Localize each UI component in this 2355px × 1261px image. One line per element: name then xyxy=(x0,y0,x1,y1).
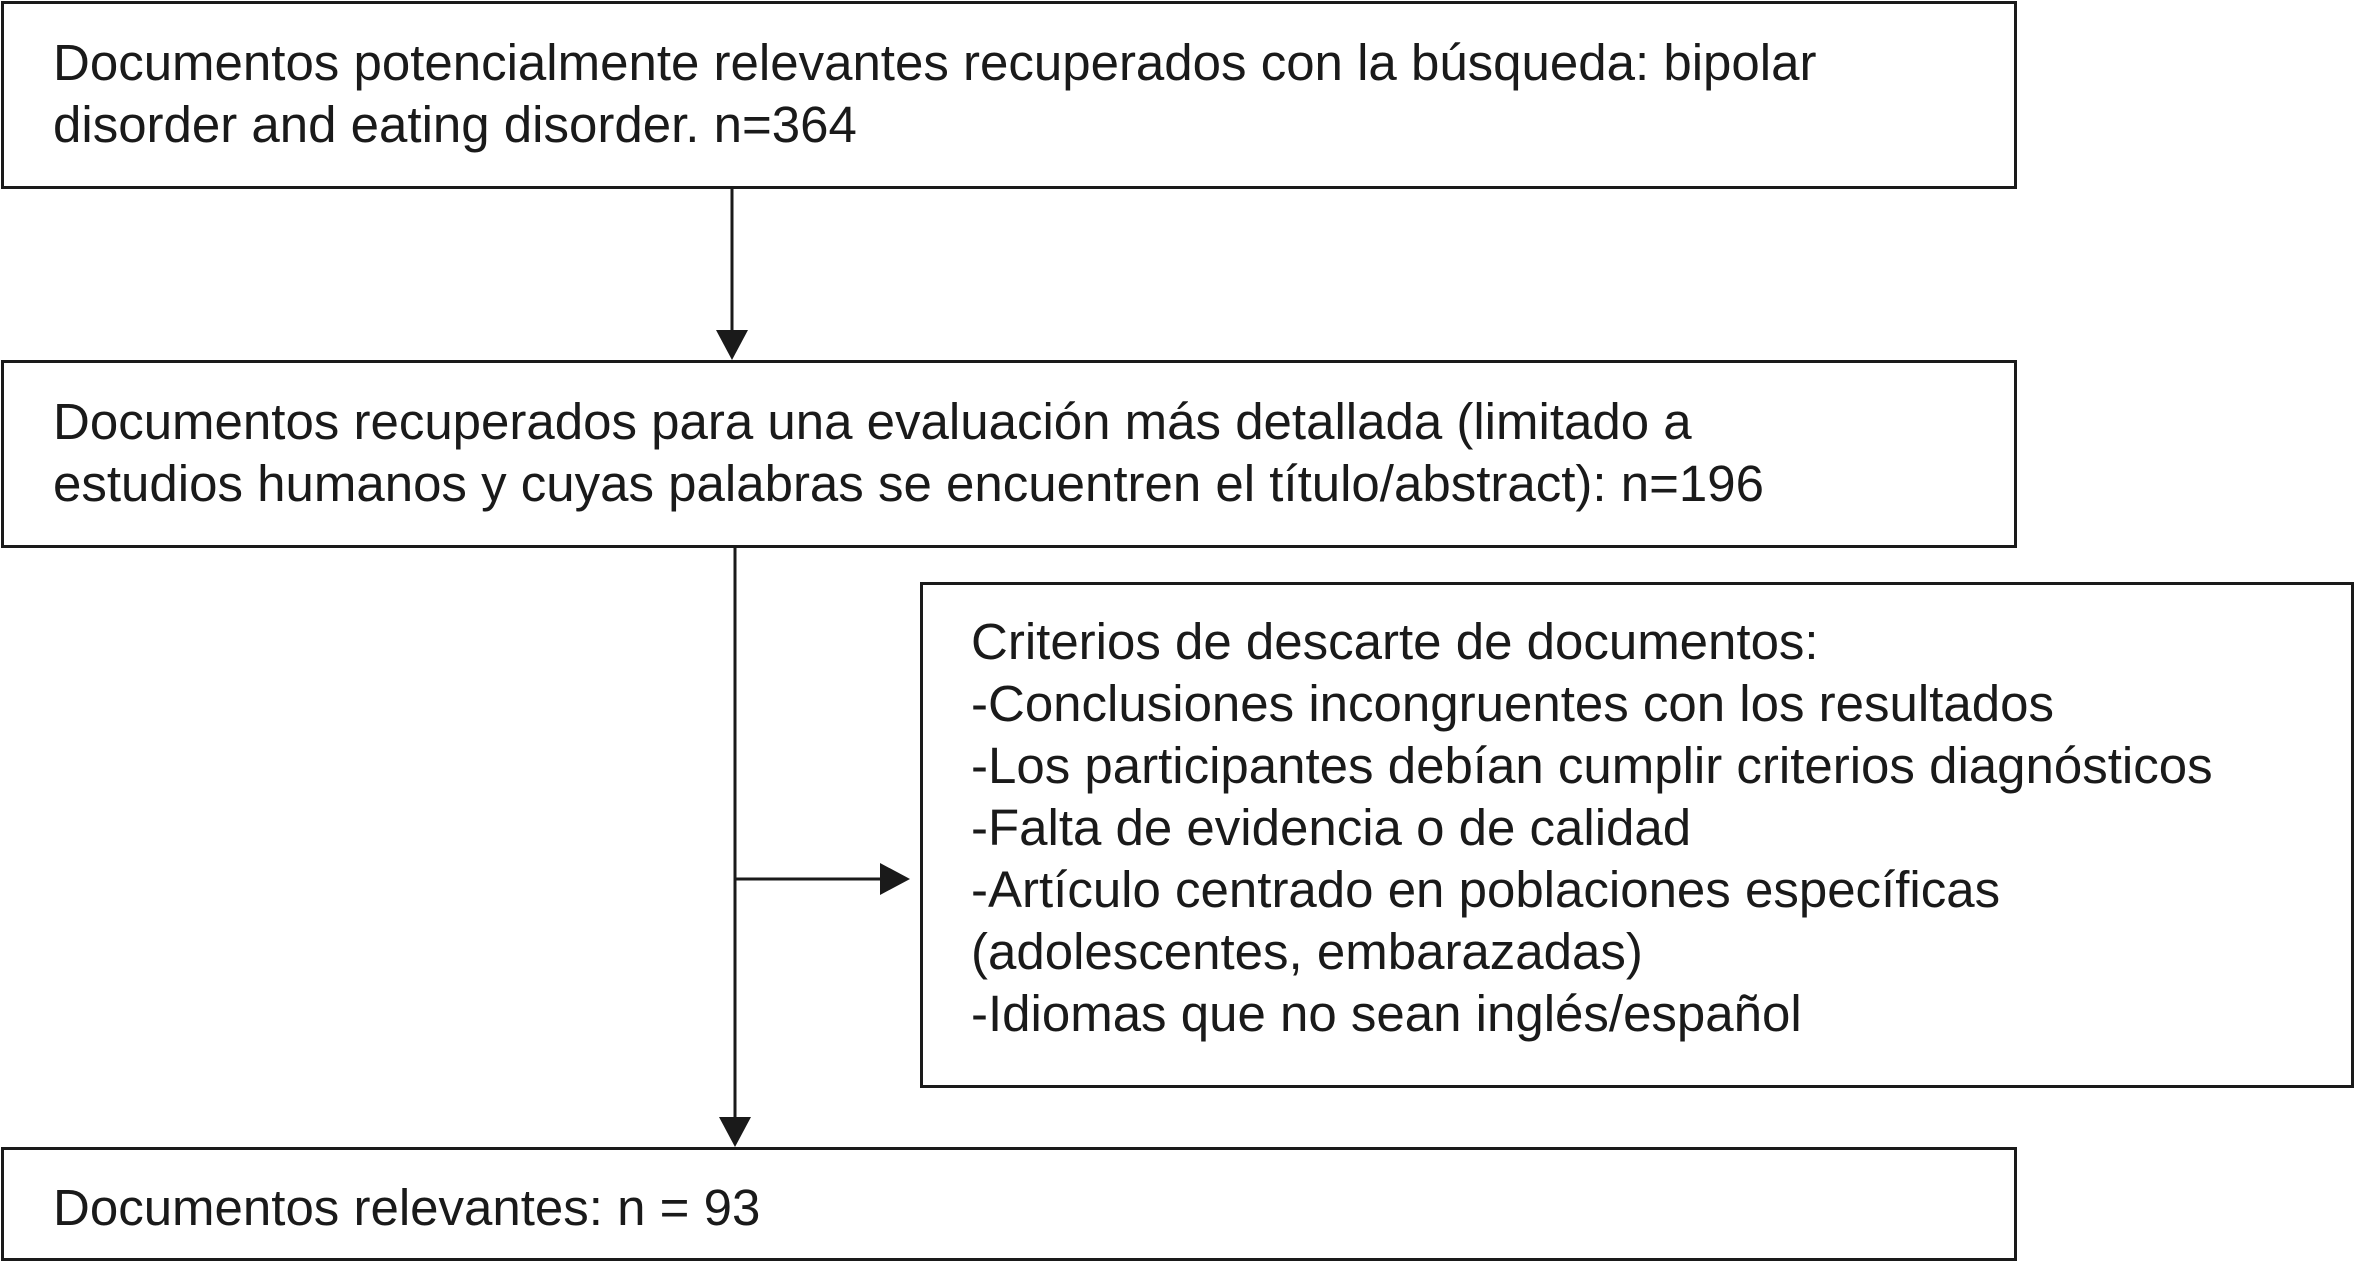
relevant-documents-line: Documentos relevantes: n = 93 xyxy=(53,1179,761,1236)
exclusion-criterion-4-continued: (adolescentes, embarazadas) xyxy=(971,923,1643,980)
arrowhead-right-icon xyxy=(880,863,910,895)
exclusion-criteria-heading: Criterios de descarte de documentos: xyxy=(971,613,1819,670)
detailed-evaluation-line-2: estudios humanos y cuyas palabras se encuentren el título/abstract): n=196 xyxy=(53,455,1764,512)
exclusion-criterion-2: -Los participantes debían cumplir criterios diagnósticos xyxy=(971,737,2213,794)
detailed-evaluation-line-1: Documentos recuperados para una evaluación más detallada (limitado a xyxy=(53,393,1692,450)
relevant-documents-box xyxy=(1,1147,2017,1261)
exclusion-criterion-5: -Idiomas que no sean inglés/español xyxy=(971,985,1802,1042)
search-results-box xyxy=(1,1,2017,189)
search-results-line-1: Documentos potencialmente relevantes recuperados con la búsqueda: bipolar xyxy=(53,34,1817,91)
arrowhead-down-icon xyxy=(719,1117,751,1147)
exclusion-criteria-box xyxy=(920,582,2354,1088)
exclusion-criterion-3: -Falta de evidencia o de calidad xyxy=(971,799,1692,856)
arrowhead-down-icon xyxy=(716,330,748,360)
detailed-evaluation-box xyxy=(1,360,2017,548)
search-results-line-2: disorder and eating disorder. n=364 xyxy=(53,96,857,153)
exclusion-criterion-1: -Conclusiones incongruentes con los resultados xyxy=(971,675,2054,732)
exclusion-criterion-4: -Artículo centrado en poblaciones específicas xyxy=(971,861,2001,918)
